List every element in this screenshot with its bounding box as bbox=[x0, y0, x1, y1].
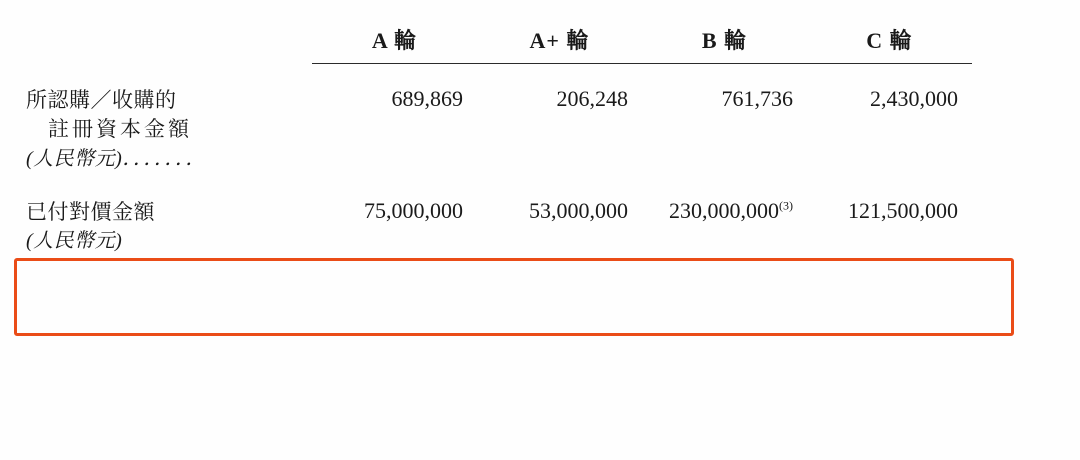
highlight-annotation-box bbox=[14, 258, 1014, 336]
financing-rounds-table bbox=[24, 18, 972, 266]
cell-registered-capital-c: 2,430,000 bbox=[870, 86, 958, 111]
cell-registered-capital-b: 761,736 bbox=[721, 86, 793, 111]
cell-value: 121,500,000 bbox=[848, 197, 958, 223]
table-row bbox=[24, 184, 972, 266]
table-header-row bbox=[24, 18, 972, 64]
cell-value: 53,000,000 bbox=[529, 197, 628, 223]
cell-consideration-paid-c bbox=[807, 184, 972, 266]
column-header-round-a-plus: A+ 輪 bbox=[477, 18, 642, 64]
table-row bbox=[24, 64, 972, 184]
cell-registered-capital-a: 689,869 bbox=[391, 86, 463, 111]
row-label-line-1: 已付對價金額 bbox=[26, 199, 155, 224]
footnote-marker: (3) bbox=[779, 198, 793, 213]
cell-consideration-paid-a bbox=[312, 184, 477, 266]
cell-consideration-paid-a-plus bbox=[477, 184, 642, 266]
row-label-consideration-paid bbox=[24, 184, 312, 266]
row-label-line-2: 註冊資本金額 bbox=[48, 117, 192, 142]
table-body bbox=[24, 64, 972, 266]
cell-value: 230,000,000 bbox=[669, 197, 779, 223]
row-label-line-1: 所認購／收購的 bbox=[26, 87, 177, 112]
row-label-registered-capital bbox=[24, 64, 312, 184]
table-header bbox=[24, 18, 972, 64]
row-label-line-3: (人民幣元) bbox=[26, 230, 123, 253]
row-label-line-3: (人民幣元)．．．．．．． bbox=[26, 148, 206, 171]
column-header-round-c: C 輪 bbox=[807, 18, 972, 64]
cell-registered-capital-a-plus: 206,248 bbox=[556, 86, 628, 111]
column-header-round-b: B 輪 bbox=[642, 18, 807, 64]
cell-value: 75,000,000 bbox=[364, 197, 463, 223]
column-header-round-a: A 輪 bbox=[312, 18, 477, 64]
cell-consideration-paid-b bbox=[642, 184, 807, 266]
column-header-blank bbox=[24, 18, 312, 64]
